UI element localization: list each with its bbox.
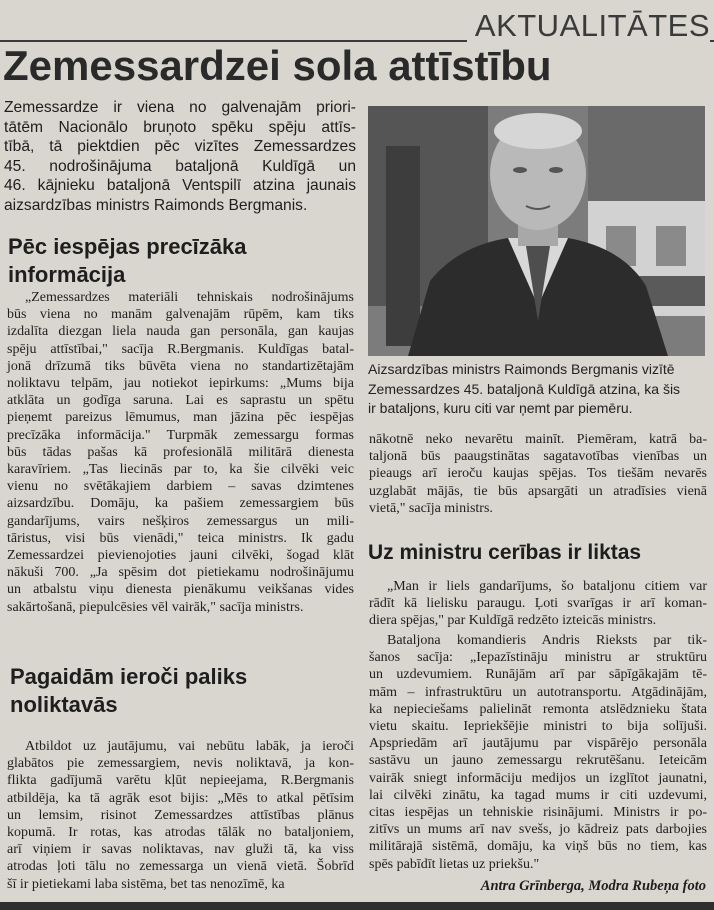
body-text-line: sastāvu un jauno zemessargu rekrutēšanu. Ieteicām: [369, 753, 707, 769]
body-text-line: uzglabāt mājās, tie būs apsargāti un atradīsies vienā: [369, 483, 707, 499]
body-text-line: noliktavu telpām, jau notiekot iepirkums: „Mums bija: [7, 376, 354, 391]
body-text-line: Atbildot uz jautājumu, vai nebūtu labāk, ja ieroči: [25, 739, 354, 754]
lead-line: aizsardzības ministrs Raimonds Bergmanis.: [4, 196, 308, 214]
body-text-line: atrodas ļoti tālu no zemessarga un vienā vietā. Šobrīd: [7, 859, 354, 875]
body-text-line: Bataljona komandieris Andris Rieksts par tik-: [387, 633, 707, 648]
body-text-line: glabātos pie zemessargiem, nevis noliktavā, ja kon-: [7, 756, 354, 772]
lead-paragraph: [4, 98, 356, 215]
body-text-line: tāristus, visi būs vienādi," teica ministrs. Ik gadu: [7, 530, 354, 546]
body-text-line: Apspriedām arī jautājumu par vispārējo personāla: [369, 736, 707, 752]
body-text-line: pieņemt pareizus lēmumus, man jāzina pēc iespējas: [7, 410, 354, 426]
body-text-line: būs viena no manām galvenajām rūpēm, kam tiks: [7, 307, 354, 323]
body-text-line: flikta gadījumā varētu kļūt nepieejama, R.Bergmanis: [7, 773, 354, 789]
body-text-line: mām – infrastruktūru un autotransportu. Atgādinājām,: [369, 684, 707, 700]
body-text-line: citas iespējas un tehniskie risinājumi. Ministrs ir po-: [369, 805, 707, 820]
body-text-line: jonā drīzumā tiks būvēta viena no standartizētajām: [7, 358, 354, 374]
body-text-line: un atbalstu viņu dienesta pienākumu veikšanas vides: [7, 582, 354, 598]
body-text-line: arī viņiem ir savas noliktavas, nav gluži tā, ka viss: [7, 842, 354, 858]
photo-caption: [368, 360, 708, 419]
caption-line: ir bataljons, kuru citi var ņemt par piemēru.: [368, 400, 633, 416]
body-text-line: precīzāka informācija." Turpmāk zemessargu formas: [7, 427, 354, 443]
body-text-line: kopumā. Ir rotas, kas atrodas tālāk no bataljoniem,: [7, 825, 354, 840]
body-text-line: spēju attīstībai," sacīja R.Bergmanis. Kuldīgas batal-: [7, 341, 354, 357]
body-text-line: nākotnē neko nevarētu mainīt. Piemēram, katrā ba-: [369, 432, 707, 447]
bottom-strip: [0, 902, 714, 910]
byline: Antra Grīnberga, Modra Rubeņa foto: [480, 878, 706, 894]
body-text-line: vairāk sniegt informāciju medijos un izglītot jaunatni,: [369, 770, 707, 786]
body-text-line: karavīriem. „Tas liecinās par to, ka šie cilvēki veic: [7, 462, 354, 477]
body-text-line: atklāta un godīga saruna. Lai es saprastu un spētu: [7, 393, 354, 409]
lead-line: 46. kājnieku bataljonā Ventspilī atzina jaunais: [4, 177, 356, 194]
subhead-line: Pagaidām ieroči paliks: [10, 664, 248, 689]
body-text-line: „Man ir liels gandarījums, šo bataljonu citiem var: [387, 579, 707, 594]
lead-line: tībā, tā piektdien pēc vizītes Zemessardzes: [4, 138, 356, 155]
body-text-line: taljonā būs paaugstinātas sagatavotības vienības un: [369, 449, 707, 465]
body-text-line: nākuši 700. „Ja spēsim dot pietiekamu nodrošinājumu: [7, 565, 354, 581]
body-text-line: rādīt kā lielisku paraugu. Ļoti svarīgas ir arī koman-: [369, 596, 707, 612]
body-text-line: spēs pabīdīt lietas uz priekšu.": [369, 856, 540, 872]
body-text-line: pieaugs arī ieroču kaujas spējas. Tos tiešām nevarēs: [369, 466, 707, 482]
body-text-line: ka nepieciešams palielināt remonta atslēdznieku štata: [369, 701, 707, 717]
section-tag: AKTUALITĀTES: [467, 8, 710, 44]
lead-line: 45. nodrošinājuma bataljonā Kuldīgā un: [4, 157, 356, 175]
body-text-line: izdalīta diezgan liela nauda gan personāla, gan kaujas: [7, 324, 354, 340]
body-text-line: būs tādas pašas kā profesionālā militārā dienesta: [7, 444, 354, 460]
body-text-line: atbildēja, ka tā agrāk esot bijis: „Mēs to atkal pētīsim: [7, 790, 354, 806]
photo-illustration: [368, 106, 705, 356]
subhead-precise-information: [8, 233, 247, 289]
body-text-line: Zemessardzei pievienojoties jauni cilvēki, šogad klāt: [7, 548, 354, 563]
subhead-weapons-storage: [10, 663, 247, 719]
headline: Zemessardzei sola attīstību: [3, 42, 552, 89]
subhead-hopes-on-minister: [368, 539, 641, 567]
body-text-line: šī ir pietiekami laba sistēma, bet tas nenozīmē, ka: [7, 876, 285, 892]
minister-photo: [368, 106, 705, 356]
body-text-line: aizsardzību. Domāju, ka pašiem zemessargiem būs: [7, 496, 354, 512]
body-text-line: gandarījums, vairs nešķiros zemessargus un mili-: [7, 513, 354, 529]
lead-line: tātēm Nacionālo bruņoto spēku spēju attīs-: [4, 118, 356, 136]
body-text-line: militārajā sistēmā, domāju, ka viņš būs no tiem, kas: [369, 839, 707, 855]
body-text-line: vienu no svētākajiem darbiem – savas dzimtenes: [7, 479, 354, 495]
body-text-line: un lemsim, risinot Zemessardzes attīstības plānus: [7, 807, 354, 823]
body-text-line: „Zemessardzes materiāli tehniskais nodrošinājums: [25, 290, 354, 305]
subhead-line: Pēc iespējas precīzāka: [8, 234, 247, 259]
body-text-line: diera spējas," par Kuldīgā redzēto izteicās ministrs.: [369, 613, 657, 629]
body-text-line: vietu skaitu. Iepriekšējie ministri to bija solījuši.: [369, 719, 707, 734]
lead-line: Zemessardze ir viena no galvenajām priori-: [4, 99, 356, 116]
subhead-line: Uz ministru cerības ir liktas: [368, 541, 642, 564]
body-text-line: zitīvs un mums arī nav svešs, jo kādreiz pats darbojies: [369, 822, 707, 838]
subhead-line: noliktavās: [10, 692, 118, 717]
subhead-line: informācija: [8, 262, 126, 287]
body-text-line: sakārtošanā, piepulcēsies vēl vairāk," sacīja ministrs.: [7, 599, 304, 615]
body-text-line: vietā," sacīja ministrs.: [369, 500, 493, 516]
body-text-line: lai cilvēki zinātu, ka tagad mums ir citi uzdevumi,: [369, 787, 707, 803]
caption-line: Zemessardzes 45. bataljonā Kuldīgā atzina, ka šis: [368, 380, 681, 397]
body-text-line: šanos sacīja: „Iepazīstināju ministru ar struktūru: [369, 650, 707, 666]
body-text-line: un uzdevumiem. Runājām arī par sāpīgākajām tē-: [369, 667, 707, 683]
caption-line: Aizsardzības ministrs Raimonds Bergmanis vizītē: [368, 361, 675, 377]
